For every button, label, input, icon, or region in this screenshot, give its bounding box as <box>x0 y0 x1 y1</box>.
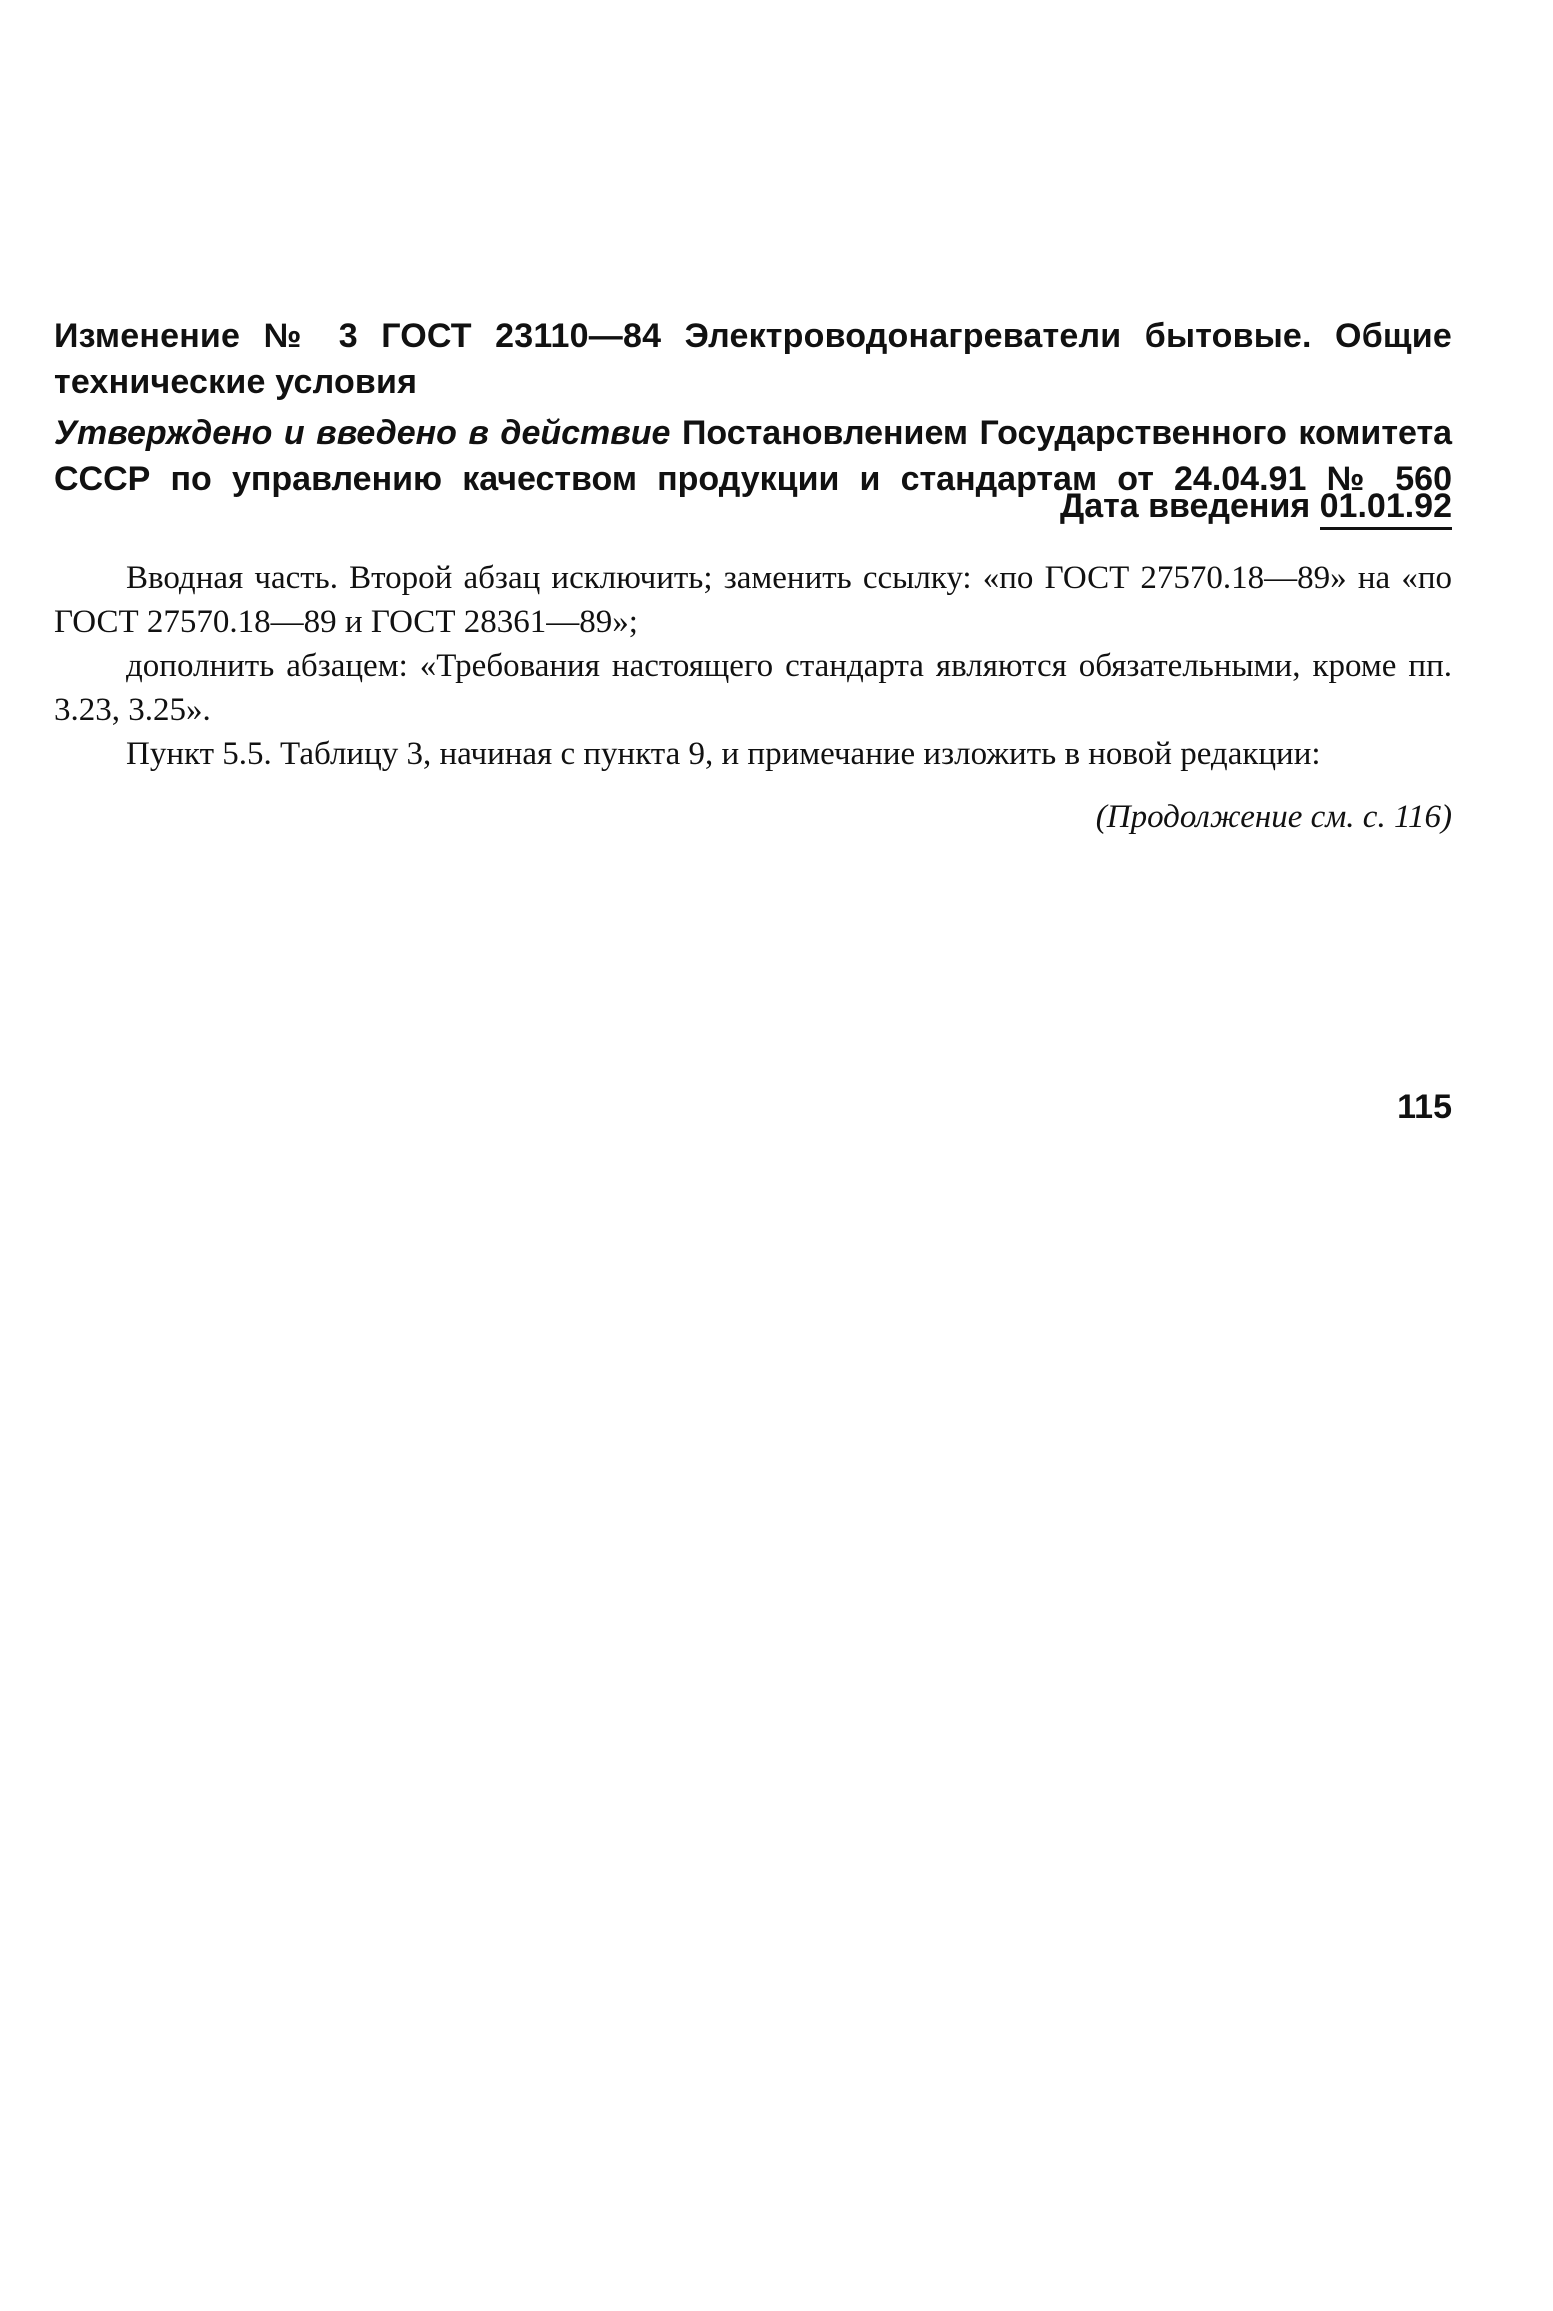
amendment-body <box>54 556 1452 776</box>
paragraph: Пункт 5.5. Таблицу 3, начиная с пункта 9, и примечание изложить в новой редакции: <box>126 736 1321 772</box>
introduction-date-label: Дата введения <box>1060 487 1311 525</box>
page-number: 115 <box>1397 1088 1452 1126</box>
document-page <box>54 0 1452 2311</box>
amendment-title: Изменение № 3 ГОСТ 23110—84 Электроводонагреватели бытовые. Общие технические условия <box>54 317 1452 401</box>
paragraph: дополнить абзацем: «Требования настоящего стандарта являются обязательными, кроме пп. 3.23, 3.25». <box>54 648 1452 728</box>
approval-rest: Постановлением Государственного комитета СССР по управлению качеством продукции и стандартам от 24.04.91 № 560 <box>54 414 1453 498</box>
continuation-note: (Продолжение см. с. 116) <box>1095 799 1452 835</box>
introduction-date-value: 01.01.92 <box>1320 487 1452 530</box>
approval-lead: Утверждено и введено в действие <box>54 414 671 452</box>
paragraph: Вводная часть. Второй абзац исключить; заменить ссылку: «по ГОСТ 27570.18—89» на «по ГОСТ 27570.18—89 и ГОСТ 28361—89»; <box>54 560 1452 640</box>
introduction-date <box>1060 483 1452 529</box>
